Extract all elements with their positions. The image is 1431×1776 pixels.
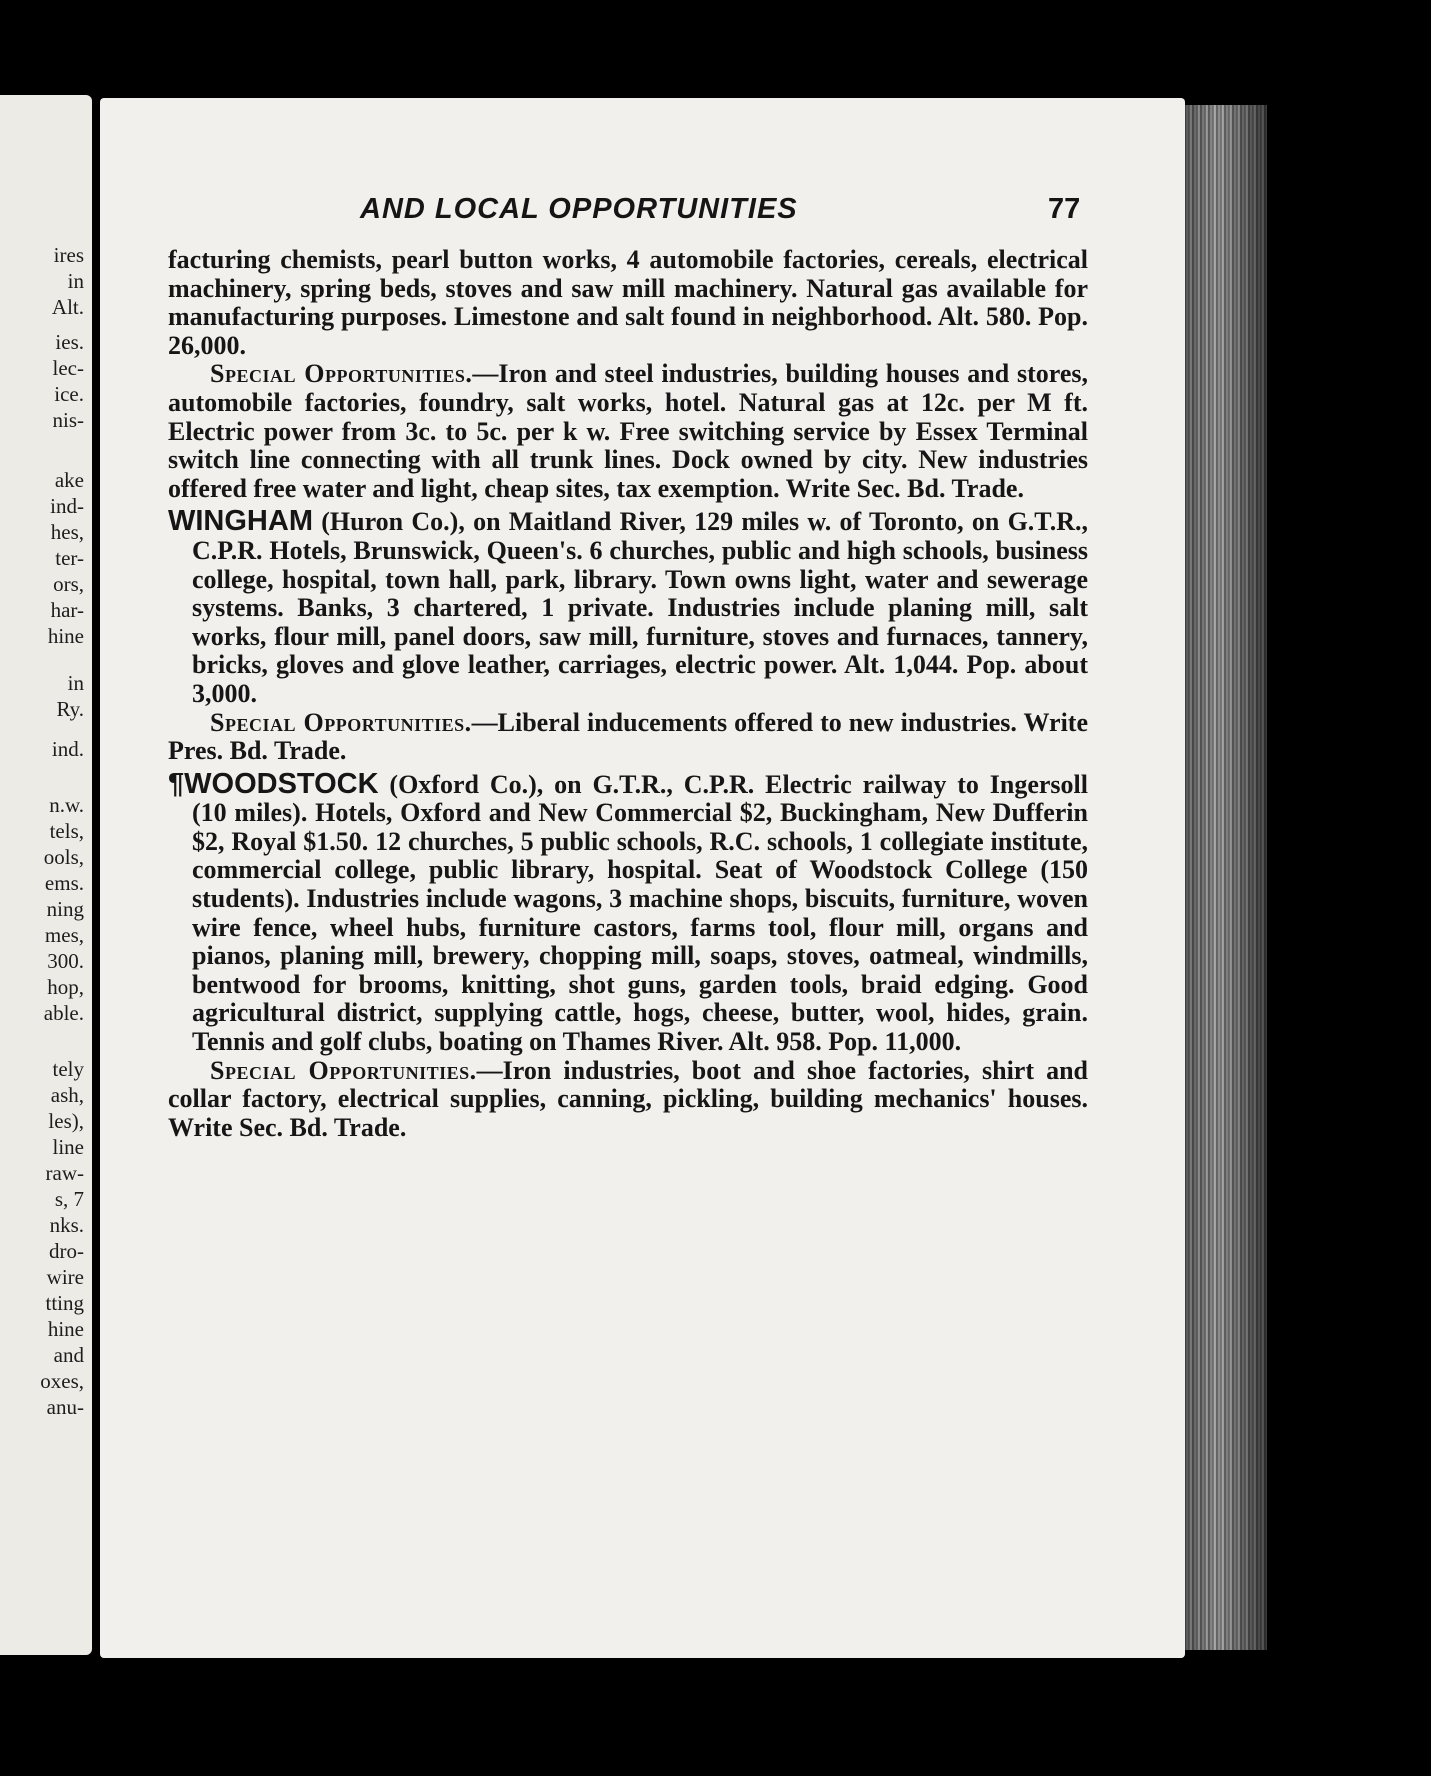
windsor-special-opportunities xyxy=(168,360,1088,503)
special-opportunities-label: Special Opportunities. xyxy=(210,359,473,389)
left-page-fragment: les), xyxy=(48,1109,84,1133)
left-page-fragment: Alt. xyxy=(51,295,84,319)
left-page-fragment: dro- xyxy=(49,1239,84,1263)
left-page-fragment: ake xyxy=(54,468,84,492)
left-page-fragment: wire xyxy=(46,1265,84,1289)
left-page-fragment: in xyxy=(67,269,84,293)
left-page-fragment: oxes, xyxy=(40,1369,84,1393)
left-page-fragment: in xyxy=(67,671,84,695)
windsor-continued-text: facturing chemists, pearl button works, 4 automobile factories, cereals, electrical machinery, spring beds, stoves and saw mill machinery. Natural gas available for manufacturing purposes. Limestone and salt found in neighborhood. Alt. 580. Pop. 26,000. xyxy=(168,245,1088,360)
page-number: 77 xyxy=(1048,193,1081,225)
left-page-fragment: hes, xyxy=(50,520,84,544)
left-facing-page xyxy=(0,95,92,1655)
woodstock-special-text: —Iron industries, boot and shoe factories, shirt and collar factory, electrical supplies, canning, pickling, building mechanics' houses. Write Sec. Bd. Trade. xyxy=(168,1055,1088,1142)
left-page-fragment: mes, xyxy=(44,923,84,947)
special-opportunities-label: Special Opportunities. xyxy=(210,707,472,737)
running-title: AND LOCAL OPPORTUNITIES xyxy=(360,193,798,225)
left-page-fragment: ors, xyxy=(53,572,84,596)
left-page-fragment: ires xyxy=(53,243,84,267)
left-page-fragment: ies. xyxy=(55,330,84,354)
left-page-fragment: nis- xyxy=(52,408,84,432)
left-page-fragment: able. xyxy=(43,1001,84,1025)
left-page-fragment: tely xyxy=(52,1057,84,1081)
windsor-continued-paragraph xyxy=(168,246,1088,360)
left-page-fragment: ind- xyxy=(50,494,84,518)
left-page-fragment: hop, xyxy=(47,975,84,999)
left-page-fragment: ind. xyxy=(51,737,84,761)
left-page-fragment: tting xyxy=(45,1291,84,1315)
left-page-fragment: line xyxy=(52,1135,84,1159)
left-page-fragment: lec- xyxy=(52,356,84,380)
wingham-entry xyxy=(168,507,1088,708)
woodstock-text: (Oxford Co.), on G.T.R., C.P.R. Electric railway to Ingersoll (10 miles). Hotels, Oxford and New Commercial $2, Buckingham, New Dufferin $2, Royal $1.50. 12 churches, 5 public schools, R.C. schools, 1 collegiate institute, commercial college, public library, hospital. Seat of Woodstock College (150 students). Industries include wagons, 3 machine shops, biscuits, furniture, woven wire fence, wheel hubs, furniture castors, farms tool, flour mill, organs and pianos, planing mill, brewery, chopping mill, soaps, stoves, oatmeal, windmills, bentwood for brooms, knitting, shot guns, garden tools, braid edging. Good agricultural district, supplying cattle, hogs, cheese, butter, wool, hides, grain. Tennis and golf clubs, boating on Thames River. Alt. 958. Pop. 11,000. xyxy=(192,769,1088,1057)
left-page-fragment: and xyxy=(53,1343,84,1367)
left-page-fragment: ems. xyxy=(44,871,84,895)
left-page-fragment: Ry. xyxy=(56,697,84,721)
left-page-fragment: hine xyxy=(47,1317,84,1341)
windsor-special-text: —Iron and steel industries, building houses and stores, automobile factories, foundry, salt works, hotel. Natural gas at 12c. per M ft. Electric power from 3c. to 5c. per k w. Free switching service by Essex Terminal switch line connecting with all trunk lines. Dock owned by city. New industries offered free water and light, cheap sites, tax exemption. Write Sec. Bd. Trade. xyxy=(168,359,1088,503)
left-page-fragment: har- xyxy=(50,598,84,622)
page-body xyxy=(168,246,1088,1142)
woodstock-special-opportunities xyxy=(168,1057,1088,1143)
special-opportunities-label: Special Opportunities. xyxy=(210,1055,477,1085)
left-page-fragment: ools, xyxy=(43,845,84,869)
left-page-fragment: ning xyxy=(46,897,84,921)
left-page-fragment: 300. xyxy=(47,949,84,973)
town-name-wingham: WINGHAM xyxy=(168,505,313,538)
wingham-text: (Huron Co.), on Maitland River, 129 miles w. of Toronto, on G.T.R., C.P.R. Hotels, Brunswick, Queen's. 6 churches, public and high schools, business college, hospital, town hall, park, library. Town owns light, water and sewerage systems. Banks, 3 chartered, 1 private. Industries include planing mill, salt works, flour mill, panel doors, saw mill, furniture, stoves and furnaces, tannery, bricks, gloves and glove leather, carriages, electric power. Alt. 1,044. Pop. about 3,000. xyxy=(192,507,1088,708)
left-page-fragment: n.w. xyxy=(49,793,84,817)
left-page-fragment: ice. xyxy=(54,382,84,406)
left-page-fragment: anu- xyxy=(46,1395,84,1419)
left-page-fragment: nks. xyxy=(49,1213,84,1237)
left-page-fragment: ash, xyxy=(50,1083,84,1107)
left-page-fragment: ter- xyxy=(55,546,84,570)
left-page-fragment: raw- xyxy=(45,1161,84,1185)
page-edges-shading xyxy=(1185,105,1267,1650)
wingham-special-text: —Liberal inducements offered to new industries. Write Pres. Bd. Trade. xyxy=(168,707,1088,766)
left-page-fragment: tels, xyxy=(49,819,84,843)
wingham-special-opportunities xyxy=(168,709,1088,766)
woodstock-entry xyxy=(168,767,1088,1057)
left-page-fragment: s, 7 xyxy=(54,1187,84,1211)
left-page-fragment: hine xyxy=(47,624,84,648)
paragraph-mark: ¶ xyxy=(168,767,185,800)
town-name-woodstock: WOODSTOCK xyxy=(184,767,379,800)
